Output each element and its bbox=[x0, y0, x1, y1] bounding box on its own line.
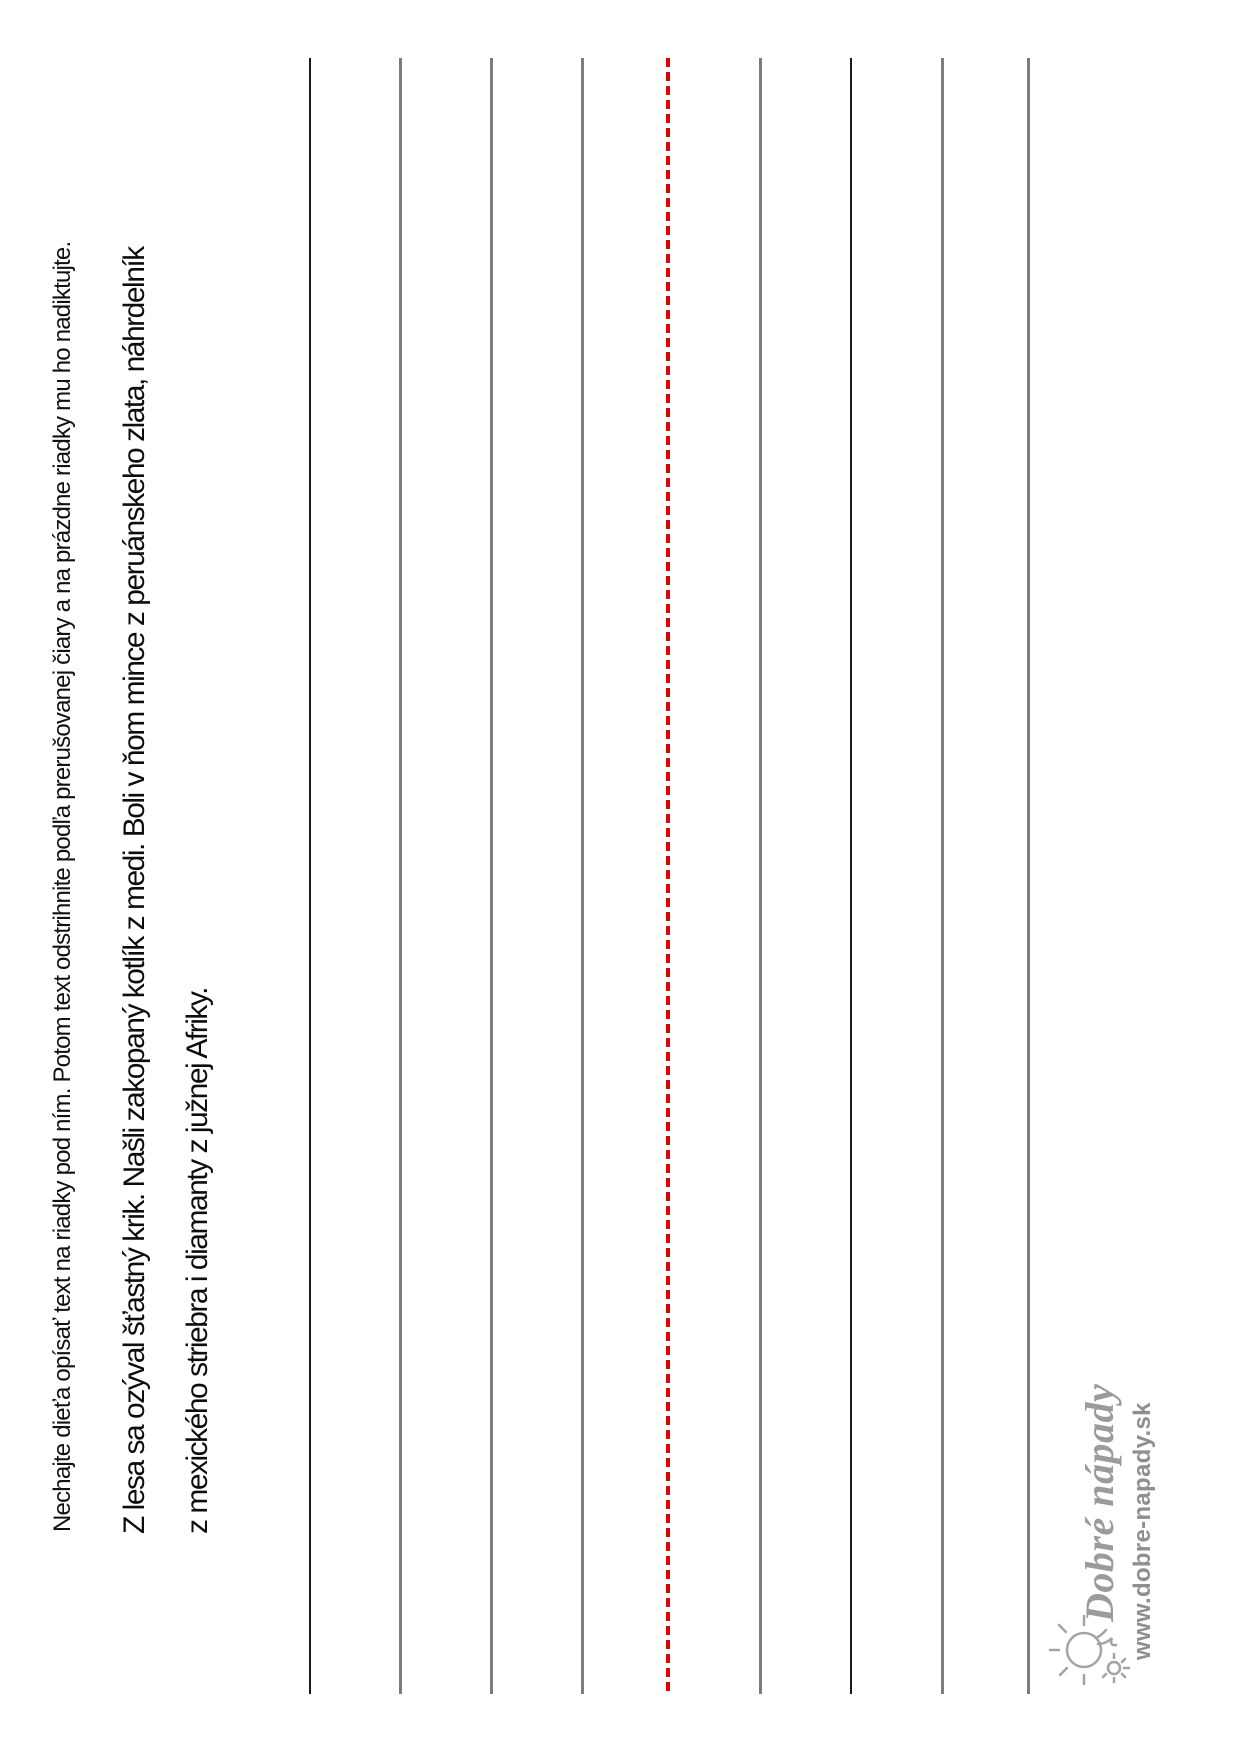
logo-name: Dobré nápady bbox=[1077, 1383, 1122, 1622]
writing-line bbox=[581, 58, 584, 1694]
dictation-line-1: Z lesa sa ozýval šťastný krik. Našli zakopaný kotlík z medi. Boli v ňom mince z peruánskeho zlata, náhrdelník bbox=[118, 247, 151, 1534]
writing-line bbox=[759, 58, 762, 1694]
logo-url: www.dobre-napady.sk bbox=[1129, 1402, 1156, 1660]
writing-line bbox=[490, 58, 493, 1694]
instruction-text: Nechajte dieťa opísať text na riadky pod ním. Potom text odstrihnite podľa prerušovanej čiary a na prázdne riadky mu ho nadiktujte. bbox=[49, 241, 76, 1532]
cut-line bbox=[666, 58, 670, 1694]
writing-line bbox=[309, 58, 311, 1694]
writing-line bbox=[399, 58, 402, 1694]
dictation-line-2: z mexického striebra i diamanty z južnej Afriky. bbox=[181, 987, 214, 1534]
writing-line bbox=[1027, 58, 1030, 1694]
writing-line bbox=[941, 58, 944, 1694]
writing-line bbox=[850, 58, 852, 1694]
